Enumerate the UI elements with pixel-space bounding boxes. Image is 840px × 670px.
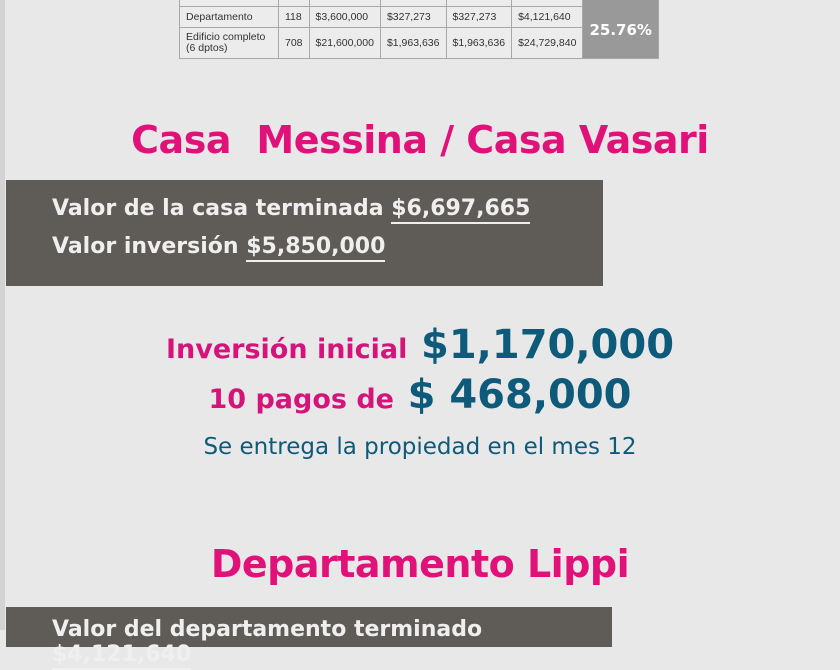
entrega-text: Se entrega la propiedad en el mes 12	[203, 434, 637, 460]
inicial-value: $1,170,000	[421, 322, 675, 368]
row-label: Edificio completo (6 dptos)	[180, 28, 279, 59]
pagos-label: 10 pagos de	[208, 384, 394, 415]
value-cell: $24,729,840	[512, 28, 583, 59]
lippi-values-box	[6, 607, 612, 667]
valor-label: Valor de la casa terminada	[52, 196, 384, 221]
lippi-valor-value: $4,121,640	[52, 642, 191, 670]
inicial-line	[0, 322, 840, 368]
lippi-title: Departamento Lippi	[210, 542, 630, 586]
value-cell: $327,273	[446, 7, 512, 28]
lippi-valor-line	[52, 617, 612, 667]
percent-cell: 25.76%	[583, 0, 658, 59]
inversion-label: Valor inversión	[52, 234, 239, 259]
pagos-line	[0, 372, 840, 418]
page-edge	[0, 0, 5, 630]
valor-value: $6,697,665	[391, 196, 530, 224]
value-cell: $21,600,000	[309, 28, 380, 59]
m2-cell: 708	[279, 28, 310, 59]
inversion-value: $5,850,000	[246, 234, 385, 262]
inversion-line	[52, 234, 385, 259]
m2-cell: 118	[279, 7, 310, 28]
investment-table	[179, 0, 659, 59]
value-cell: $327,273	[380, 7, 446, 28]
row-label: Departamento	[180, 7, 279, 28]
value-cell: $1,963,636	[380, 28, 446, 59]
value-cell: $3,600,000	[309, 7, 380, 28]
valor-line	[52, 196, 530, 221]
value-cell: $4,121,640	[512, 7, 583, 28]
value-cell: $1,963,636	[446, 28, 512, 59]
casa-values-box	[6, 180, 603, 286]
lippi-valor-label: Valor del departamento terminado	[52, 617, 483, 642]
pagos-value: $ 468,000	[407, 372, 632, 418]
inicial-label: Inversión inicial	[165, 334, 408, 365]
casa-title: Casa Messina / Casa Vasari	[131, 118, 709, 162]
